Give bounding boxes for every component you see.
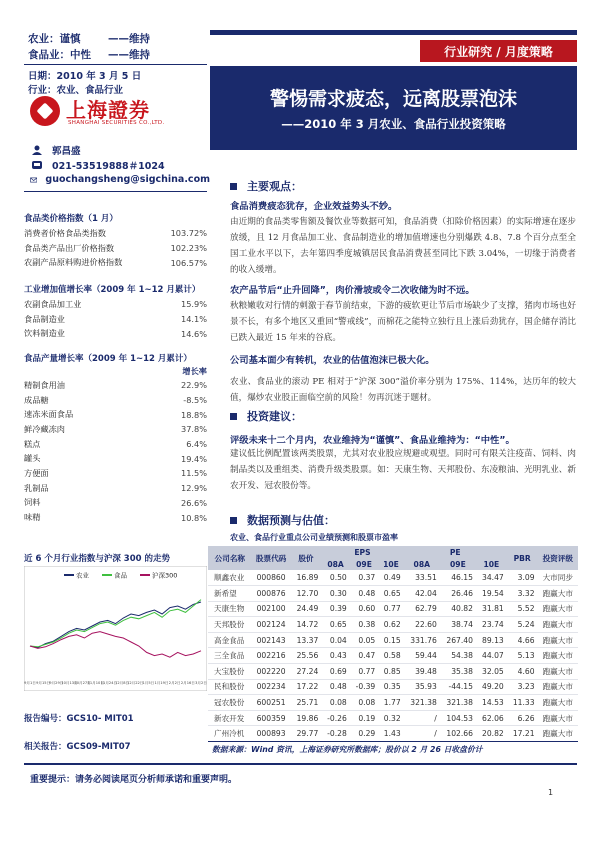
analyst-contact [30,142,210,187]
rating-block [28,30,198,62]
table-row: 三全食品 002216 25.56 0.43 0.47 0.58 59.44 54.38 44.07 5.13 跑赢大市 [208,648,578,664]
table-row: 精制食用油 22.9% [24,379,207,391]
x-tick-label: 9月29日 [49,681,64,685]
table-row: 味精 10.8% [24,512,207,523]
page-title: 警惕需求疲态，远离股票泡沫 [269,88,517,110]
divider [24,191,207,192]
envelope-icon [30,175,37,185]
table-row: 农副产品原料购进价格指数 106.57% [24,257,207,268]
table-row: 饲料 26.6% [24,497,207,508]
footer-divider [24,763,577,765]
rating-agriculture: 农业：谨慎 ——维持 [28,32,150,45]
advice-paragraph: 建议低比例配置该两类股票，尤其对农业股应规避或观望。同时可有限关注疫苗、饲料、肉制品类以及重组类、消费升级类股票。如：天康生物、天邦股份、东凌粮油、光明乳业、新农开发、冠农股份等。 [230,449,576,491]
x-tick-label: 10月27日 [74,681,91,685]
table-row: 广州冷机 000893 29.77 -0.28 0.29 1.43 / 102.66 20.82 17.21 跑赢大市 [208,726,578,742]
table-row: 民和股份 002234 17.22 0.48 -0.39 0.35 35.93 -44.15 49.20 3.23 跑赢大市 [208,679,578,695]
x-tick-label: 12月8日 [115,681,130,685]
report-type-badge: 行业研究 / 月度策略 [420,40,577,62]
section-advice: 投资建议： [230,408,302,424]
bullet-square-icon [230,517,237,524]
report-date: 日期：2010 年 3 月 5 日 [28,71,142,82]
paragraph-3: 农业、食品业的滚动 PE 相对于“沪深 300”溢价率分别为 175%、114%，达历年的较大值，爆炒农业股正面临空前的风险！勿再沉迷于题材。 [230,377,576,403]
table-row: 天邦股份 002124 14.72 0.65 0.38 0.62 22.60 38.74 23.74 5.24 跑赢大市 [208,617,578,633]
table-row: 方便面 11.5% [24,467,207,479]
person-icon [30,145,44,155]
table-row: 大宝股份 002220 27.24 0.69 0.77 0.85 39.48 35.38 32.05 4.60 跑赢大市 [208,664,578,680]
analyst-phone-row: 021-53519888＃1024 [30,157,210,172]
table-row: 乳制品 12.9% [24,482,207,494]
report-industry: 行业：农业、食品行业 [28,85,124,96]
title-banner [210,66,577,150]
paragraph-2: 秋粮嫩收对行情的刺激于春节前结束，下游的疲软更让节后市场缺少了支撑，猪肉市场也好景不长，有多个地区又重回“警戒线”，而棉花之能特立独行且上涨后劲犹存，国企储存消比已跌入最近 15 年来的谷底。 [230,301,576,343]
table-source: 数据来源：Wind 资讯，上海证券研究所数据库；股价以 2 月 26 日收盘价计 [212,745,483,754]
company-logo: 上海證券 SHANGHAI SECURITIES CO.,LTD. [30,92,195,132]
table-row: 食品类产品出厂价格指数 102.23% [24,242,207,254]
table-row: 冠农股份 600251 25.71 0.08 0.08 1.77 321.38 321.38 14.53 11.33 跑赢大市 [208,695,578,711]
table-row: 新希望 000876 12.70 0.30 0.48 0.65 42.04 26.46 19.54 3.32 跑赢大市 [208,586,578,602]
x-tick-label: 11月10日 [87,681,104,685]
x-tick-label: 12月22日 [127,681,144,685]
table-row: 新农开发 600359 19.86 -0.26 0.19 0.32 / 104.53 62.06 6.26 跑赢大市 [208,710,578,726]
table-row: 顺鑫农业 000860 16.89 0.50 0.37 0.49 33.51 46.15 34.47 3.09 大市同步 [208,570,578,586]
subheading-3: 公司基本面少有转机，农业的估值泡沫已极大化。 [230,355,435,366]
table-row: 天康生物 002100 24.49 0.39 0.60 0.77 62.79 40.82 31.81 5.52 跑赢大市 [208,601,578,617]
advice-heading: 评级未来十二个月内，农业维持为“谨慎”、食品业维持为：“中性”。 [230,435,515,446]
legend-label-2: 沪深300 [152,571,178,580]
page-number: 1 [548,788,554,797]
chart-title: 近 6 个月行业指数与沪深 300 的走势 [24,554,170,564]
x-tick-label: 2月2日 [168,681,181,685]
phone-icon [30,160,44,170]
x-tick-label: 10月13日 [61,681,78,685]
stock-valuation-table: 公司名称 股票代码 股价 EPS PE PBR 投资评级 08A 09E 10E 08A 09E 10E 顺鑫农业 000860 16.89 0.50 0.37 0.49 33.51 46.15 34.47 3.09 大市同步 新希望 000876 12.70 0.30 0.48 0.65 42.04 26.46 19.54 3.32 跑赢大市 天康生物 002100 24.49 0.39 0.60 0.77 62.79 40.82 31.81 5.52 跑赢大市 天邦股份 002124 14.72 0.65 0.38 0.62 22.60 38.74 23.74 5.24 跑赢大市 高金食品 002143 13.37 0.04 0.05 0.15 331.76 267.40 89.13 4.66 跑赢大市 三全食品 002216 25.56 0.43 0.47 0.58 59.44 54.38 44.07 5.13 跑赢大市 大宝股份 002220 27.24 0.69 0.77 0.85 39.48 35.38 32.05 4.60 跑赢大市 民和股份 002234 17.22 0.48 -0.39 0.35 35.93 -44.15 49.20 3.23 跑赢大市 冠农股份 600251 25.71 0.08 0.08 1.77 321.38 321.38 14.53 11.33 跑赢大市 新农开发 600359 19.86 -0.26 0.19 0.32 / 104.53 62.06 6.26 跑赢大市 广州冷机 000893 29.77 -0.28 0.29 1.43 / 102.66 20.82 17.21 跑赢大市 [208,546,578,742]
table-row: 饮料制造业 14.6% [24,328,207,339]
logo-mark-icon [30,96,60,126]
footer-note: 重要提示：请务必阅读尾页分析师承诺和重要声明。 [30,775,238,785]
section-key-views: 主要观点： [230,178,302,194]
x-tick-label: 3月2日 [195,681,207,685]
table-row: 消费者价格食品类指数 103.72% [24,227,207,239]
section-forecast: 数据预测与估值： [230,512,335,528]
rating-food: 食品业：中性 ——维持 [28,48,150,61]
x-tick-label: 9月1日 [24,681,36,685]
x-tick-label: 2月16日 [180,681,195,685]
table-row: 鲜冷藏冻肉 37.8% [24,423,207,435]
legend-label-1: 食品 [114,571,127,580]
table-row: 食品制造业 14.1% [24,313,207,325]
table-row: 农副食品加工业 15.9% [24,298,207,310]
index-trend-chart [24,566,207,691]
header-band [210,30,577,35]
bullet-square-icon [230,413,237,420]
analyst-email-row[interactable]: guochangsheng@sigchina.com [30,172,210,187]
page-subtitle: ——2010 年 3 月农业、食品行业投资策略 [281,117,506,131]
industrial-growth-table: 工业增加值增长率（2009 年 1~12 月累计） 农副食品加工业 15.9% 食品制造业 14.1% 饮料制造业 14.6% [24,283,207,341]
related-report[interactable]: 相关报告：GCS09-MIT07 [24,742,131,752]
table-row: 罐头 19.4% [24,453,207,464]
analyst-name-row: 郭昌盛 [30,142,210,157]
table-row: 成品糖 -8.5% [24,394,207,406]
price-index-table: 食品类价格指数（1 月） 消费者价格食品类指数 103.72% 食品类产品出厂价格指数 102.23% 农副产品原料购进价格指数 106.57% [24,212,207,270]
x-tick-label: 1月5日 [142,681,155,685]
table-caption: 农业、食品行业重点公司业绩预测和股票市盈率 [230,533,398,542]
x-tick-label: 1月19日 [154,681,169,685]
legend-label-0: 农业 [76,571,89,580]
divider [24,64,207,65]
report-number: 报告编号：GCS10- MIT01 [24,714,134,724]
chart-frame [24,566,207,691]
output-growth-table: 食品产量增长率（2009 年 1~12 月累计） 增长率 精制食用油 22.9% 成品糖 -8.5% 速冻米面食品 18.8% 鲜冷藏冻肉 37.8% 糕点 6.4% 罐头 19.4% 方便面 11.5% 乳制品 12.9% 饲料 26.6% 味精 10.8% [24,352,207,525]
x-tick-label: 11月24日 [100,681,118,685]
table-row: 高金食品 002143 13.37 0.04 0.05 0.15 331.76 267.40 89.13 4.66 跑赢大市 [208,632,578,648]
subheading-2: 农产品节后“止升回降”，肉价滑坡或令二次收储为时不远。 [230,285,475,296]
subheading-1: 食品消费疲态犹存，企业效益势头不妙。 [230,201,398,212]
table-row: 速冻米面食品 18.8% [24,409,207,420]
table-row: 糕点 6.4% [24,438,207,450]
paragraph-1: 由近期的食品类零售额及餐饮业等数据可知，食品消费（扣除价格因素）的实际增速在逐步放缓，且 12 月食品加工业、食品制造业的增加值增速也分别爆跌 4.8、7.8 个百分点至全国工业水平以下，去年第四季度城镇居民食品消费甚至同比下跌 3.04%，一切缘于消费者的收入缓增。 [230,217,576,275]
x-tick-label: 9月15日 [36,681,51,685]
bullet-square-icon [230,183,237,190]
